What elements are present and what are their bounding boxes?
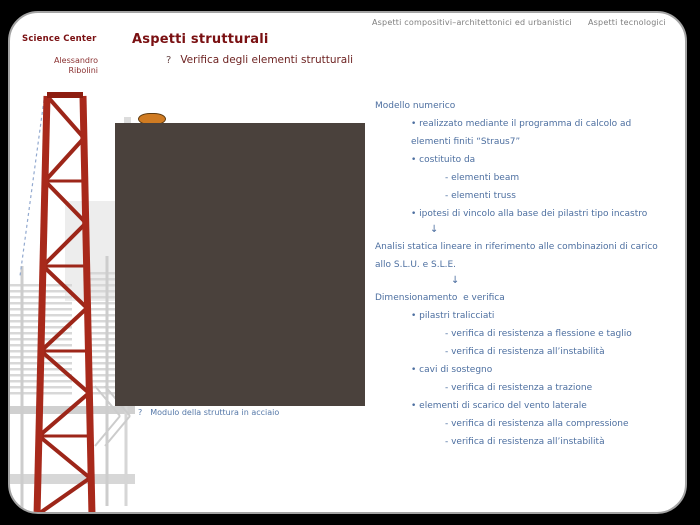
outline-item-text: elementi truss (451, 191, 516, 201)
figure-caption (138, 408, 279, 417)
outline-item-text: cavi di sostegno (419, 365, 493, 375)
outline-item (375, 187, 673, 205)
outline-item (375, 307, 673, 325)
page-title: Aspetti strutturali (132, 32, 269, 47)
outline-item (375, 361, 673, 379)
outline-item-text: elementi beam (451, 173, 520, 183)
figure-placeholder[interactable] (115, 123, 365, 406)
subtitle-text: Verifica degli elementi strutturali (180, 54, 354, 66)
outline-item-text: verifica di resistenza all’instabilità (451, 347, 605, 357)
bullet-icon: • (411, 311, 420, 321)
outline-item-text: verifica di resistenza alla compressione (451, 419, 629, 429)
outline-item-text: Analisi statica lineare in riferimento alle combinazioni di carico allo S.L.U. e S.L.E. (375, 242, 661, 270)
bullet-icon: • (411, 209, 420, 219)
bullet-icon: • (411, 401, 420, 411)
dash-icon: - (445, 419, 452, 429)
outline-item (375, 397, 673, 415)
outline-item (375, 238, 673, 274)
outline-item-text: elementi di scarico del vento laterale (419, 401, 587, 411)
slide-subtitle (166, 54, 353, 66)
outline-item-text: realizzato mediante il programma di calcolo ad elementi finiti “Straus7” (411, 119, 635, 147)
slide (8, 11, 687, 514)
outline-item-text: verifica di resistenza a flessione e taglio (451, 329, 632, 339)
author-name (20, 56, 98, 75)
outline-item (375, 343, 673, 361)
dash-icon: - (445, 173, 452, 183)
outline-item (375, 169, 673, 187)
dash-icon: - (445, 347, 452, 357)
outline-item-text: ipotesi di vincolo alla base dei pilastri tipo incastro (419, 209, 648, 219)
author-first-name: Alessandro (53, 56, 98, 65)
figure-caption-text: Modulo della struttura in acciaio (150, 408, 280, 417)
outline-item-text: costituito da (419, 155, 476, 165)
dash-icon: - (445, 383, 452, 393)
outline-item (375, 289, 673, 307)
flow-down-arrow-icon: ↓ (451, 275, 460, 286)
bullet-icon: • (411, 365, 420, 375)
dash-icon: - (445, 191, 452, 201)
outline-item (375, 379, 673, 397)
flow-down-arrow-icon: ↓ (430, 224, 439, 235)
outline-item (375, 97, 673, 115)
bullet-icon: • (411, 119, 420, 129)
outline-item (375, 415, 673, 433)
outline-item-text: pilastri tralicciati (419, 311, 495, 321)
author-last-name: Ribolini (68, 65, 98, 75)
missing-glyph-bullet-icon: ? (166, 55, 172, 66)
outline-item (375, 151, 673, 169)
outline-item (375, 433, 673, 451)
dash-icon: - (445, 329, 452, 339)
nav-link-aspetti-tecnologici[interactable]: Aspetti tecnologici (588, 18, 666, 27)
nav-link-aspetti-compositivi[interactable]: Aspetti compositivi–architettonici ed urbanistici (372, 18, 572, 27)
outline-item-text: Dimensionamento e verifica (375, 293, 505, 303)
outline-item (375, 325, 673, 343)
outline-list (375, 97, 673, 451)
missing-glyph-bullet-icon: ? (138, 408, 143, 417)
outline-item-text: Modello numerico (375, 101, 456, 111)
outline-item (375, 205, 673, 223)
dash-icon: - (445, 437, 452, 447)
org-title: Science Center (22, 34, 97, 44)
bullet-icon: • (411, 155, 420, 165)
outline-item-text: verifica di resistenza a trazione (451, 383, 593, 393)
outline-item-text: verifica di resistenza all’instabilità (451, 437, 605, 447)
outline-item (375, 115, 673, 151)
